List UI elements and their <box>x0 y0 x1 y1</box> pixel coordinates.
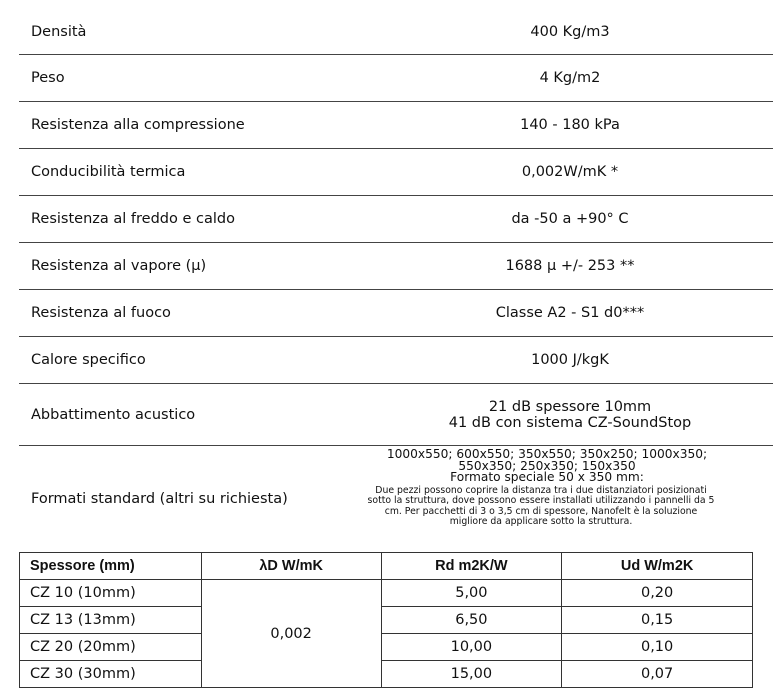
property-row <box>19 10 773 55</box>
property-value: Classe A2 - S1 d0*** <box>495 305 645 321</box>
column-header: Ud W/m2K <box>562 553 753 580</box>
column-header: Rd m2K/W <box>381 553 562 580</box>
thickness-cell: CZ 30 (30mm) <box>20 661 202 688</box>
thickness-table <box>19 552 753 688</box>
property-row <box>19 337 773 384</box>
property-row <box>19 55 773 102</box>
property-value: 140 - 180 kPa <box>520 117 620 133</box>
property-label: Densità <box>31 24 87 40</box>
property-value: 4 Kg/m2 <box>539 70 601 86</box>
table-row <box>20 661 753 688</box>
property-value: 400 Kg/m3 <box>530 24 610 40</box>
property-row <box>19 102 773 149</box>
table-header-row <box>20 553 753 580</box>
property-value: 1688 µ +/- 253 ** <box>505 258 635 274</box>
ud-cell: 0,07 <box>562 661 753 688</box>
property-row <box>19 149 773 196</box>
acoustic-line-1: 21 dB spessore 10mm <box>488 398 652 415</box>
ud-cell: 0,20 <box>562 580 753 607</box>
property-row-acoustic <box>19 384 773 446</box>
ud-cell: 0,15 <box>562 607 753 634</box>
formats-special: Formato speciale 50 x 350 mm: <box>450 470 644 484</box>
property-label: Resistenza al vapore (µ) <box>31 258 207 274</box>
ud-cell: 0,10 <box>562 634 753 661</box>
property-label: Calore specifico <box>31 352 146 368</box>
formats-value <box>367 446 773 552</box>
property-row-formats <box>19 446 773 552</box>
table-row <box>20 580 753 607</box>
thickness-cell: CZ 20 (20mm) <box>20 634 202 661</box>
property-label: Conducibilità termica <box>31 164 186 180</box>
property-label: Resistenza alla compressione <box>31 117 245 133</box>
formats-sizes: 1000x550; 600x550; 350x550; 350x250; 1000x350; 550x350; 250x350; 150x350 <box>386 447 708 473</box>
formats-note: Due pezzi possono coprire la distanza tra i due distanziatori posizionati sotto la struttura, dove possono essere installati utilizzando i pannelli da 5 cm. Per pacchetti di 3 o 3,5 cm di spessore, Nanofelt è la soluzione migliore da applicare sotto la struttura. <box>367 484 715 527</box>
property-label: Resistenza al freddo e caldo <box>31 211 235 227</box>
property-label: Peso <box>31 70 65 86</box>
rd-cell: 10,00 <box>381 634 562 661</box>
property-value: da -50 a +90° C <box>511 211 629 227</box>
property-label: Abbattimento acustico <box>31 406 196 423</box>
column-header: Spessore (mm) <box>20 553 202 580</box>
thickness-cell: CZ 10 (10mm) <box>20 580 202 607</box>
thickness-cell: CZ 13 (13mm) <box>20 607 202 634</box>
table-row <box>20 634 753 661</box>
property-row <box>19 290 773 337</box>
lambda-cell: 0,002 <box>201 580 381 688</box>
property-value: 0,002W/mK * <box>521 164 619 180</box>
property-label: Resistenza al fuoco <box>31 305 171 321</box>
property-label: Formati standard (altri su richiesta) <box>31 491 288 507</box>
property-row <box>19 196 773 243</box>
technical-specs <box>19 10 773 688</box>
rd-cell: 5,00 <box>381 580 562 607</box>
rd-cell: 15,00 <box>381 661 562 688</box>
property-row <box>19 243 773 290</box>
acoustic-line-2: 41 dB con sistema CZ-SoundStop <box>448 414 692 431</box>
property-value: 1000 J/kgK <box>531 352 609 368</box>
property-value <box>367 384 773 445</box>
table-row <box>20 607 753 634</box>
rd-cell: 6,50 <box>381 607 562 634</box>
column-header: λD W/mK <box>201 553 381 580</box>
